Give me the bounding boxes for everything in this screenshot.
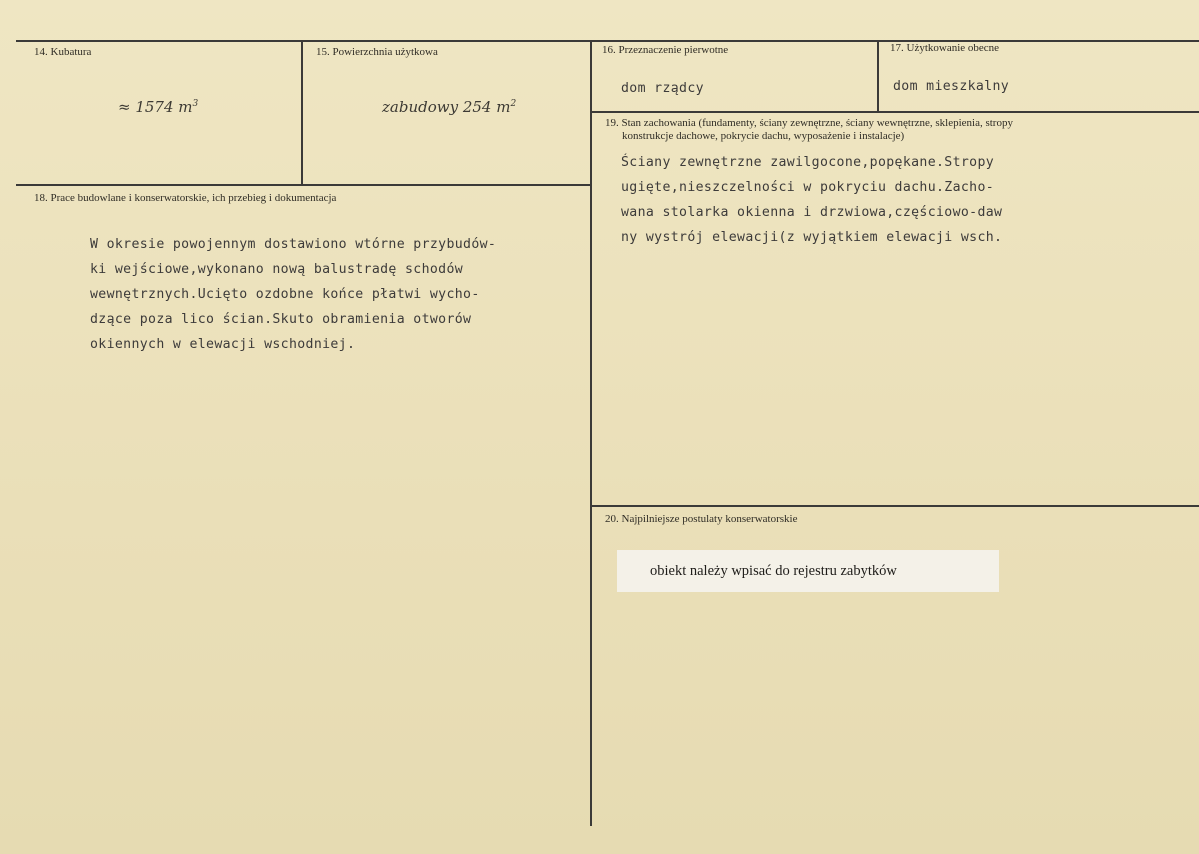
field15-unit-sup: 2 [510,99,517,109]
field19-label-line: 19. Stan zachowania (fundamenty, ściany zewnętrzne, ściany wewnętrzne, sklepienia, stropy [605,117,1013,129]
field18-text-block [90,232,496,357]
field20-label: 20. Najpilniejsze postulaty konserwatorskie [605,513,798,525]
field16-value: dom rządcy [621,81,704,96]
field19-label-line: konstrukcje dachowe, pokrycie dachu, wyposażenie i instalacje) [622,130,905,142]
field20-value: obiekt należy wpisać do rejestru zabytków [650,563,897,579]
field18-label: 18. Prace budowlane i konserwatorskie, ich przebieg i dokumentacja [34,192,337,204]
field17-label: 17. Użytkowanie obecne [890,42,1000,54]
field15-label: 15. Powierzchnia użytkowa [316,46,438,58]
col-divider-14-15 [301,40,303,186]
field14-label: 14. Kubatura [34,46,92,58]
col-divider-main [590,40,592,826]
pasted-label-sticker [617,550,999,592]
field18-line: ki wejściowe,wykonano nową balustradę schodów [90,262,464,277]
field19-line: ugięte,nieszczelności w pokryciu dachu.Zacho- [621,180,995,195]
field19-line: wana stolarka okienna i drzwiowa,częściowo-daw [621,205,1003,220]
field16-label: 16. Przeznaczenie pierwotne [602,44,729,56]
col-divider-16-17 [877,40,879,113]
field18-line: dzące poza lico ścian.Skuto obramienia otworów [90,312,472,327]
field17-value: dom mieszkalny [893,79,1010,94]
field19-line: Ściany zewnętrzne zawilgocone,popękane.Stropy [621,155,995,170]
field20-top-line [592,505,1199,507]
field16-bottom-line [592,111,1199,113]
field14-value: ≈ 1574 m [118,98,193,116]
top-border-line [16,40,1199,42]
field14-unit-sup: 3 [192,99,199,109]
field18-line: W okresie powojennym dostawiono wtórne przybudów- [90,237,497,252]
field19-text-block [621,150,1002,250]
field19-label [605,117,1013,143]
field15-handwritten-value [382,98,516,116]
field19-line: ny wystrój elewacji(z wyjątkiem elewacji wsch. [621,230,1003,245]
field15-value: zabudowy 254 m [382,98,511,116]
field14-handwritten-value [118,98,198,116]
row-divider-line [16,184,592,186]
field18-line: wewnętrznych.Ucięto ozdobne końce płatwi wycho- [90,287,480,302]
field18-line: okiennych w elewacji wschodniej. [90,337,356,352]
